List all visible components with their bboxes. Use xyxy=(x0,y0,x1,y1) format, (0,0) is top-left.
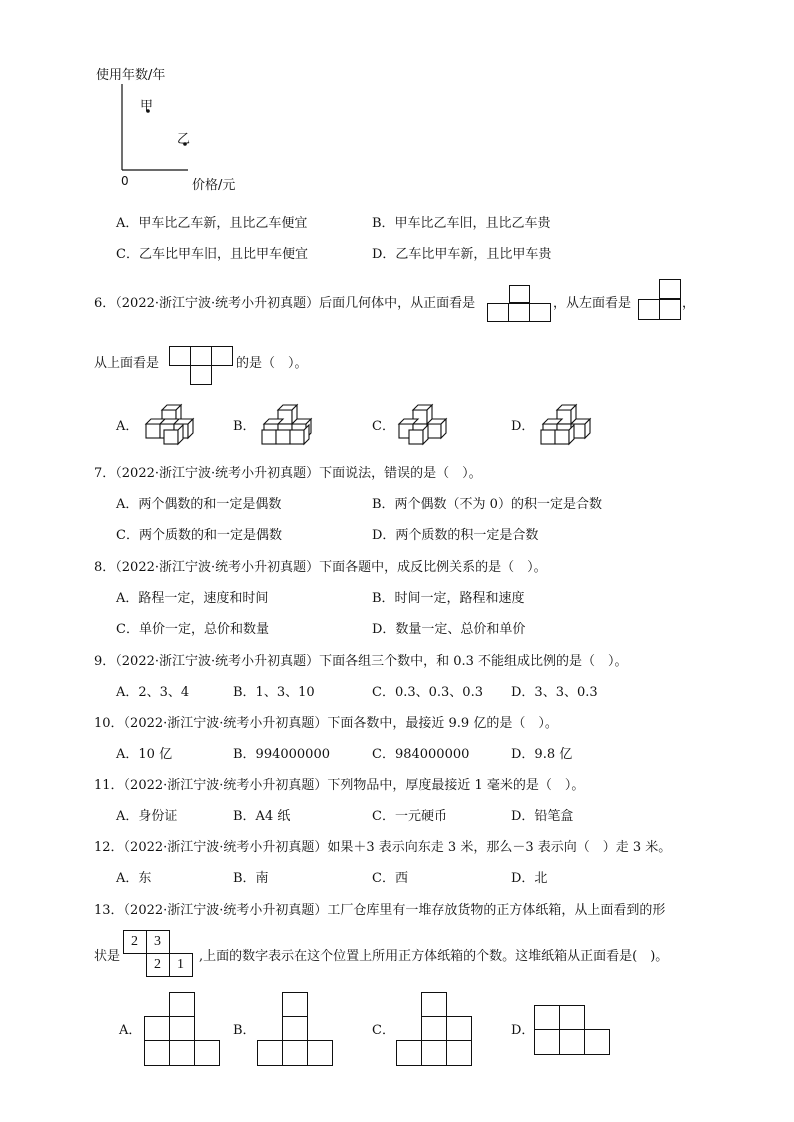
q6-option-b-cubes[interactable] xyxy=(258,402,334,448)
q13-option-a-label[interactable]: A． xyxy=(119,1023,142,1038)
q13-stem-part2: 状是 xyxy=(94,949,121,964)
q10-option-c[interactable]: C．984000000 xyxy=(372,747,470,762)
q6-stem-part4: 从上面看是 xyxy=(94,356,160,371)
q6-option-b-label[interactable]: B． xyxy=(233,419,256,434)
q7-option-c[interactable]: C．两个质数的和一定是偶数 xyxy=(116,528,282,543)
q8-option-d[interactable]: D．数量一定、总价和单价 xyxy=(372,622,526,637)
q12-option-b[interactable]: B．南 xyxy=(233,871,269,886)
q5-option-b[interactable]: B．甲车比乙车旧，且比乙车贵 xyxy=(372,216,551,231)
q10-option-b[interactable]: B．994000000 xyxy=(233,747,330,762)
q6-option-d-cubes[interactable] xyxy=(537,402,603,448)
q8-option-a[interactable]: A．路程一定，速度和时间 xyxy=(116,591,269,606)
q7-option-a[interactable]: A．两个偶数的和一定是偶数 xyxy=(116,497,282,512)
q13-stem-part1: 13．（2022·浙江宁波·统考小升初真题）工厂仓库里有一堆存放货物的正方体纸箱，从上面看到的形 xyxy=(94,903,666,918)
q7-option-b[interactable]: B．两个偶数（不为 0）的积一定是合数 xyxy=(372,497,602,512)
q6-option-a-cubes[interactable] xyxy=(142,402,208,448)
q9-option-c[interactable]: C．0.3、0.3、0.3 xyxy=(372,685,483,700)
grid-number: 2 xyxy=(131,934,138,949)
grid-number: 3 xyxy=(154,934,161,949)
q8-stem: 8．（2022·浙江宁波·统考小升初真题）下面各题中，成反比例关系的是（ ）。 xyxy=(94,560,547,575)
q13-option-d-label[interactable]: D． xyxy=(511,1023,535,1038)
origin-label: 0 xyxy=(121,174,129,188)
q7-option-d[interactable]: D．两个质数的积一定是合数 xyxy=(372,528,539,543)
q10-stem: 10．（2022·浙江宁波·统考小升初真题）下面各数中，最接近 9.9 亿的是（ ）。 xyxy=(94,716,558,731)
q12-option-c[interactable]: C．西 xyxy=(372,871,408,886)
grid-number: 1 xyxy=(177,957,184,972)
q9-option-a[interactable]: A．2、3、4 xyxy=(116,685,190,700)
y-axis-label: 使用年数/年 xyxy=(96,68,166,83)
q8-option-c[interactable]: C．单价一定，总价和数量 xyxy=(116,622,269,637)
q13-stem-part3: ,上面的数字表示在这个位置上所用正方体纸箱的个数。这堆纸箱从正面看是( )。 xyxy=(199,949,669,964)
q6-option-a-label[interactable]: A． xyxy=(116,419,139,434)
q8-option-b[interactable]: B．时间一定，路程和速度 xyxy=(372,591,525,606)
q6-option-c-cubes[interactable] xyxy=(395,402,461,448)
q6-stem-part1: 6．（2022·浙江宁波·统考小升初真题）后面几何体中，从正面看是 xyxy=(94,296,476,311)
q9-option-d[interactable]: D．3、3、0.3 xyxy=(511,685,598,700)
q6-option-c-label[interactable]: C． xyxy=(372,419,395,434)
q12-option-a[interactable]: A．东 xyxy=(116,871,152,886)
q5-option-d[interactable]: D．乙车比甲车新，且比甲车贵 xyxy=(372,247,552,262)
q11-stem: 11．（2022·浙江宁波·统考小升初真题）下列物品中，厚度最接近 1 毫米的是（ ）。 xyxy=(94,778,585,793)
grid-number: 2 xyxy=(154,957,161,972)
q5-option-a[interactable]: A．甲车比乙车新，且比乙车便宜 xyxy=(116,216,308,231)
point-yi-label: 乙 xyxy=(177,132,191,147)
q6-stem-part5: 的是（ ）。 xyxy=(236,356,308,371)
q13-option-c-label[interactable]: C． xyxy=(372,1023,395,1038)
q10-option-d[interactable]: D．9.8 亿 xyxy=(511,747,573,762)
q5-option-c[interactable]: C．乙车比甲车旧，且比甲车便宜 xyxy=(116,247,308,262)
q13-option-b-label[interactable]: B． xyxy=(233,1023,256,1038)
q9-option-b[interactable]: B．1、3、10 xyxy=(233,685,315,700)
q11-option-d[interactable]: D．铅笔盒 xyxy=(511,809,574,824)
q11-option-c[interactable]: C．一元硬币 xyxy=(372,809,447,824)
q9-stem: 9．（2022·浙江宁波·统考小升初真题）下面各组三个数中，和 0.3 不能组成比例的是（ ）。 xyxy=(94,654,628,669)
x-axis-label: 价格/元 xyxy=(192,178,236,193)
q6-stem-part3: ， xyxy=(682,296,696,311)
q6-stem-part2: ，从左面看是 xyxy=(553,296,632,311)
q11-option-a[interactable]: A．身份证 xyxy=(116,809,178,824)
point-jia-label: 甲 xyxy=(140,99,154,114)
q11-option-b[interactable]: B．A4 纸 xyxy=(233,809,291,824)
q10-option-a[interactable]: A．10 亿 xyxy=(116,747,173,762)
q7-stem: 7．（2022·浙江宁波·统考小升初真题）下面说法，错误的是（ ）。 xyxy=(94,466,482,481)
q6-option-d-label[interactable]: D． xyxy=(511,419,535,434)
q12-option-d[interactable]: D．北 xyxy=(511,871,548,886)
q12-stem: 12．（2022·浙江宁波·统考小升初真题）如果＋3 表示向东走 3 米，那么－3 表示向（ ）走 3 米。 xyxy=(94,840,672,855)
